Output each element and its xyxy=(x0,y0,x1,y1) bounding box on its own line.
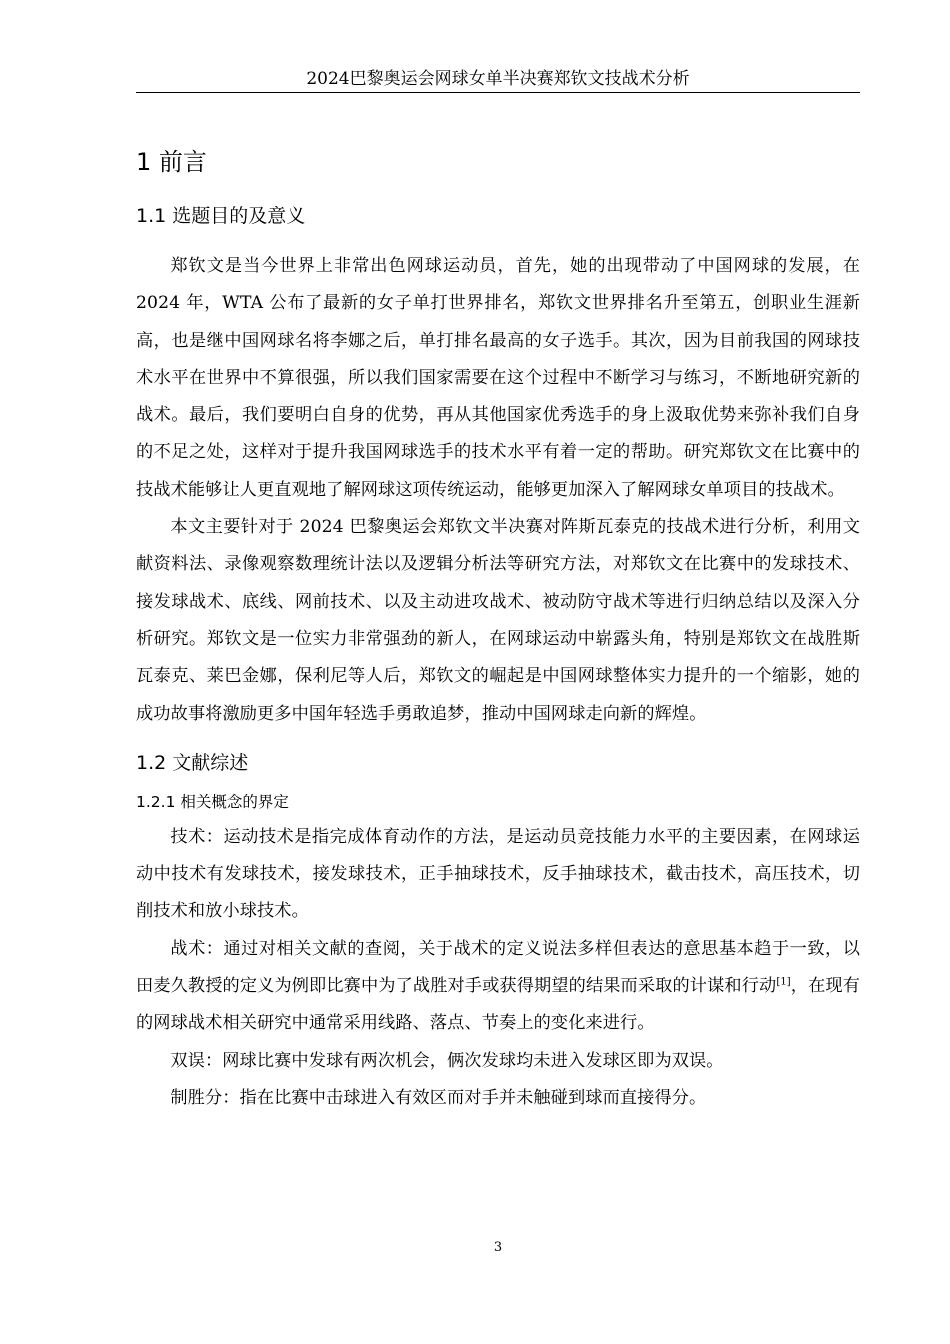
paragraph-winner-definition: 制胜分：指在比赛中击球进入有效区而对手并未触碰到球而直接得分。 xyxy=(170,1087,707,1108)
heading-purpose-significance: 1.1 选题目的及意义 xyxy=(136,205,306,227)
page-number: 3 xyxy=(493,1240,503,1255)
paragraph-double-fault-definition: 双误：网球比赛中发球有两次机会，俩次发球均未进入发球区即为双误。 xyxy=(170,1050,724,1071)
header-rule xyxy=(136,92,860,93)
heading-related-concepts: 1.2.1 相关概念的界定 xyxy=(136,792,289,811)
heading-preface: 1 前言 xyxy=(136,148,207,176)
running-header: 2024巴黎奥运会网球女单半决赛郑钦文技战术分析 xyxy=(306,69,690,89)
paragraph-technique-definition: 技术：运动技术是指完成体育动作的方法，是运动员竞技能力水平的主要因素，在网球运动中技术有发球技术，接发球技术，正手抽球技术，反手抽球技术，截击技术，高压技术，切削技术和放小球技术。 xyxy=(136,826,860,922)
paragraph-purpose-1: 郑钦文是当今世界上非常出色网球运动员，首先，她的出现带动了中国网球的发展，在 2024 年，WTA 公布了最新的女子单打世界排名，郑钦文世界排名升至第五，创职业生涯新高，也是继中国网球名将李娜之后，单打排名最高的女子选手。其次，因为目前我国的网球技术水平在世界中不算很强，所以我们国家需要在这个过程中不断学习与练习，不断地研究新的战术。最后，我们要明白自身的优势，再从其他国家优秀选手的身上汲取优势来弥补我们自身的不足之处，这样对于提升我国网球选手的技术水平有着一定的帮助。研究郑钦文在比赛中的技战术能够让人更直观地了解网球这项传统运动，能够更加深入了解网球女单项目的技战术。 xyxy=(136,256,860,500)
page-body xyxy=(136,140,860,1117)
citation-1[interactable]: [1] xyxy=(776,976,791,988)
tactics-text-b: ，在现有的网球战术相关研究中通常采用线路、落点、节奏上的变化来进行。 xyxy=(136,976,861,1034)
tactics-text-a: 战术：通过对相关文献的查阅，关于战术的定义说法多样但表达的意思基本趋于一致，以田麦久教授的定义为例即比赛中为了战胜对手或获得期望的结果而采取的计谋和行动 xyxy=(136,938,860,997)
heading-literature-review: 1.2 文献综述 xyxy=(136,751,249,774)
paragraph-tactics-definition xyxy=(136,931,860,1043)
paragraph-purpose-2: 本文主要针对于 2024 巴黎奥运会郑钦文半决赛对阵斯瓦泰克的技战术进行分析，利用文献资料法、录像观察数理统计法以及逻辑分析法等研究方法，对郑钦文在比赛中的发球技术、接发球战术、底线、网前技术、以及主动进攻战术、被动防守战术等进行归纳总结以及深入分析研究。郑钦文是一位实力非常强劲的新人，在网球运动中崭露头角，特别是郑钦文在战胜斯瓦泰克、莱巴金娜，保利尼等人后，郑钦文的崛起是中国网球整体实力提升的一个缩影，她的成功故事将激励更多中国年轻选手勇敢追梦，推动中国网球走向新的辉煌。 xyxy=(136,517,860,724)
